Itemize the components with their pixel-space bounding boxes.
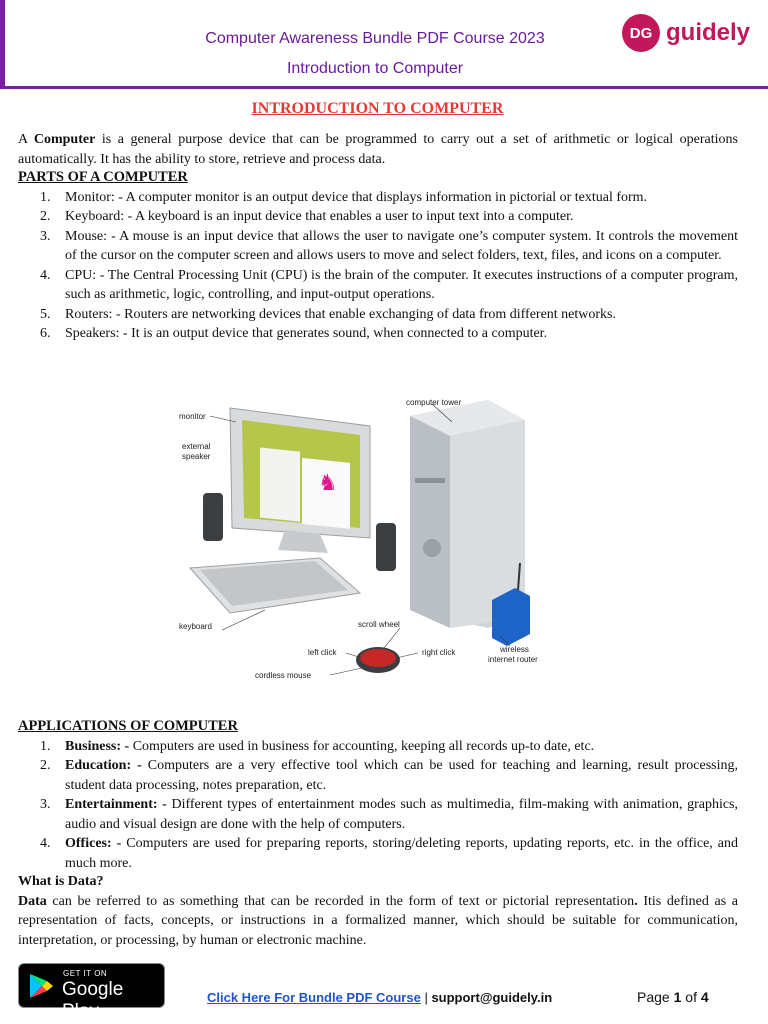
logo-text: guidely [666,19,751,46]
applications-list [18,737,738,874]
list-text: Different types of entertainment modes such as multimedia, film-making with animation, graphics, audio and visual design are done with the help of computers. [65,797,738,832]
intro-lead: A [18,132,34,147]
document-title: INTRODUCTION TO COMPUTER [251,100,504,117]
data-section [18,872,738,950]
data-text-2: Itis defined as a representation of facts, concepts, or instructions in a formalized manner, which should be suitable for communication, interpretation, or processing, by human or electronic machine. [18,893,738,948]
fig-label-internet-router: internet router [488,655,538,664]
play-badge-big-text: Google Play [62,979,124,1022]
chapter-title: Introduction to Computer [286,60,464,77]
list-item [18,324,738,344]
page-indicator [637,989,709,1005]
list-number: 1. [40,189,51,205]
intro-paragraph [18,130,738,169]
list-text: Speakers: - It is an output device that generates sound, when connected to a computer. [65,326,548,341]
page-total: 4 [700,989,709,1005]
data-paragraph [18,892,738,951]
list-label: Education: - [65,758,142,773]
list-text: Keyboard: - A keyboard is an input device that enables a user to input text into a computer. [65,209,574,224]
of-word: of [685,989,697,1005]
list-item [18,834,738,873]
list-label: Business: - [65,738,130,754]
speaker-left [203,493,223,541]
parts-heading: PARTS OF A COMPUTER [18,169,188,185]
applications-section [18,717,738,873]
list-label: Entertainment: - [65,797,167,812]
fig-label-scroll-wheel: scroll wheel [358,620,400,629]
data-text-1: can be referred to as something that can be recorded in the form of text or pictorial representation [46,893,635,909]
list-text: Routers: - Routers are networking devices that enable exchanging of data from different networks. [65,306,617,322]
list-item [18,305,738,325]
list-item [18,266,738,305]
list-item [18,756,738,795]
list-number: 6. [40,326,51,341]
list-number: 3. [40,228,51,244]
page-number: 1 [673,989,682,1005]
footer-separator: | [420,990,432,1005]
parts-section [18,168,738,344]
guidely-logo[interactable] [622,14,750,52]
support-email[interactable]: support@guidely.in [431,990,553,1005]
google-play-icon [27,972,55,1000]
fig-label-wireless: wireless [500,645,529,654]
bundle-course-link[interactable]: Click Here For Bundle PDF Course [207,990,421,1005]
course-title: Computer Awareness Bundle PDF Course 2023 [205,30,545,47]
header-divider [0,86,768,89]
fig-label-monitor: monitor [179,412,206,421]
fig-label-cordless-mouse: cordless mouse [255,671,312,680]
list-number: 3. [40,797,51,812]
list-number: 2. [40,758,51,773]
list-item [18,207,738,227]
intro-rest: is a general purpose device that can be programmed to carry out a set of arithmetic or logical operations automatically. It has the ability to store, retrieve and process data. [18,132,738,167]
list-text: Computers are a very effective tool which can be used for teaching and learning, result processing, student data processing, notes preparation, etc. [65,758,738,793]
list-text: Monitor: - A computer monitor is an output device that displays information in pictorial or textual form. [65,189,648,205]
computer-parts-illustration [170,378,580,688]
list-item [18,227,738,266]
speaker-right [376,523,396,571]
list-number: 4. [40,267,51,283]
list-text: Computers are used in business for accounting, keeping all records up-to date, etc. [129,738,595,754]
play-badge-small-text: GET IT ON [63,969,108,978]
list-label: Offices: - [65,836,122,851]
list-item [18,188,738,208]
data-bold-dot: . [634,893,638,909]
list-number: 5. [40,306,51,322]
fig-label-left-click: left click [308,648,337,657]
data-bold-term: Data [18,893,47,909]
fig-label-keyboard: keyboard [179,622,212,631]
fig-label-computer-tower: computer tower [406,398,462,407]
list-number: 4. [40,836,51,851]
list-text: CPU: - The Central Processing Unit (CPU) is the brain of the computer. It executes instructions of a computer program, such as arithmetic, logic, controlling, and input-output operations. [65,267,738,302]
logo-badge-icon: DG [622,14,660,52]
intro-bold-term: Computer [33,132,96,147]
footer-links [207,990,552,1005]
fig-label-external: external [182,442,211,451]
data-heading: What is Data? [18,874,104,889]
list-number: 2. [40,209,51,224]
list-text: Computers are used for preparing reports, storing/deleting reports, updating reports, etc. in the office, and much more. [65,836,738,871]
list-number: 1. [40,738,51,754]
page-word: Page [637,989,670,1005]
list-item [18,795,738,834]
list-text: Mouse: - A mouse is an input device that allows the user to navigate one’s computer system. It controls the movement of the cursor on the computer screen and allows users to move and select folders, text, files, and icons on a computer. [65,228,738,263]
fig-label-right-click: right click [422,648,456,657]
parts-list [18,188,738,344]
google-play-badge[interactable] [18,963,165,1022]
fig-label-speaker: speaker [182,452,211,461]
applications-heading: APPLICATIONS OF COMPUTER [18,718,238,734]
list-item [18,737,738,757]
svg-text:♞: ♞ [318,471,338,496]
